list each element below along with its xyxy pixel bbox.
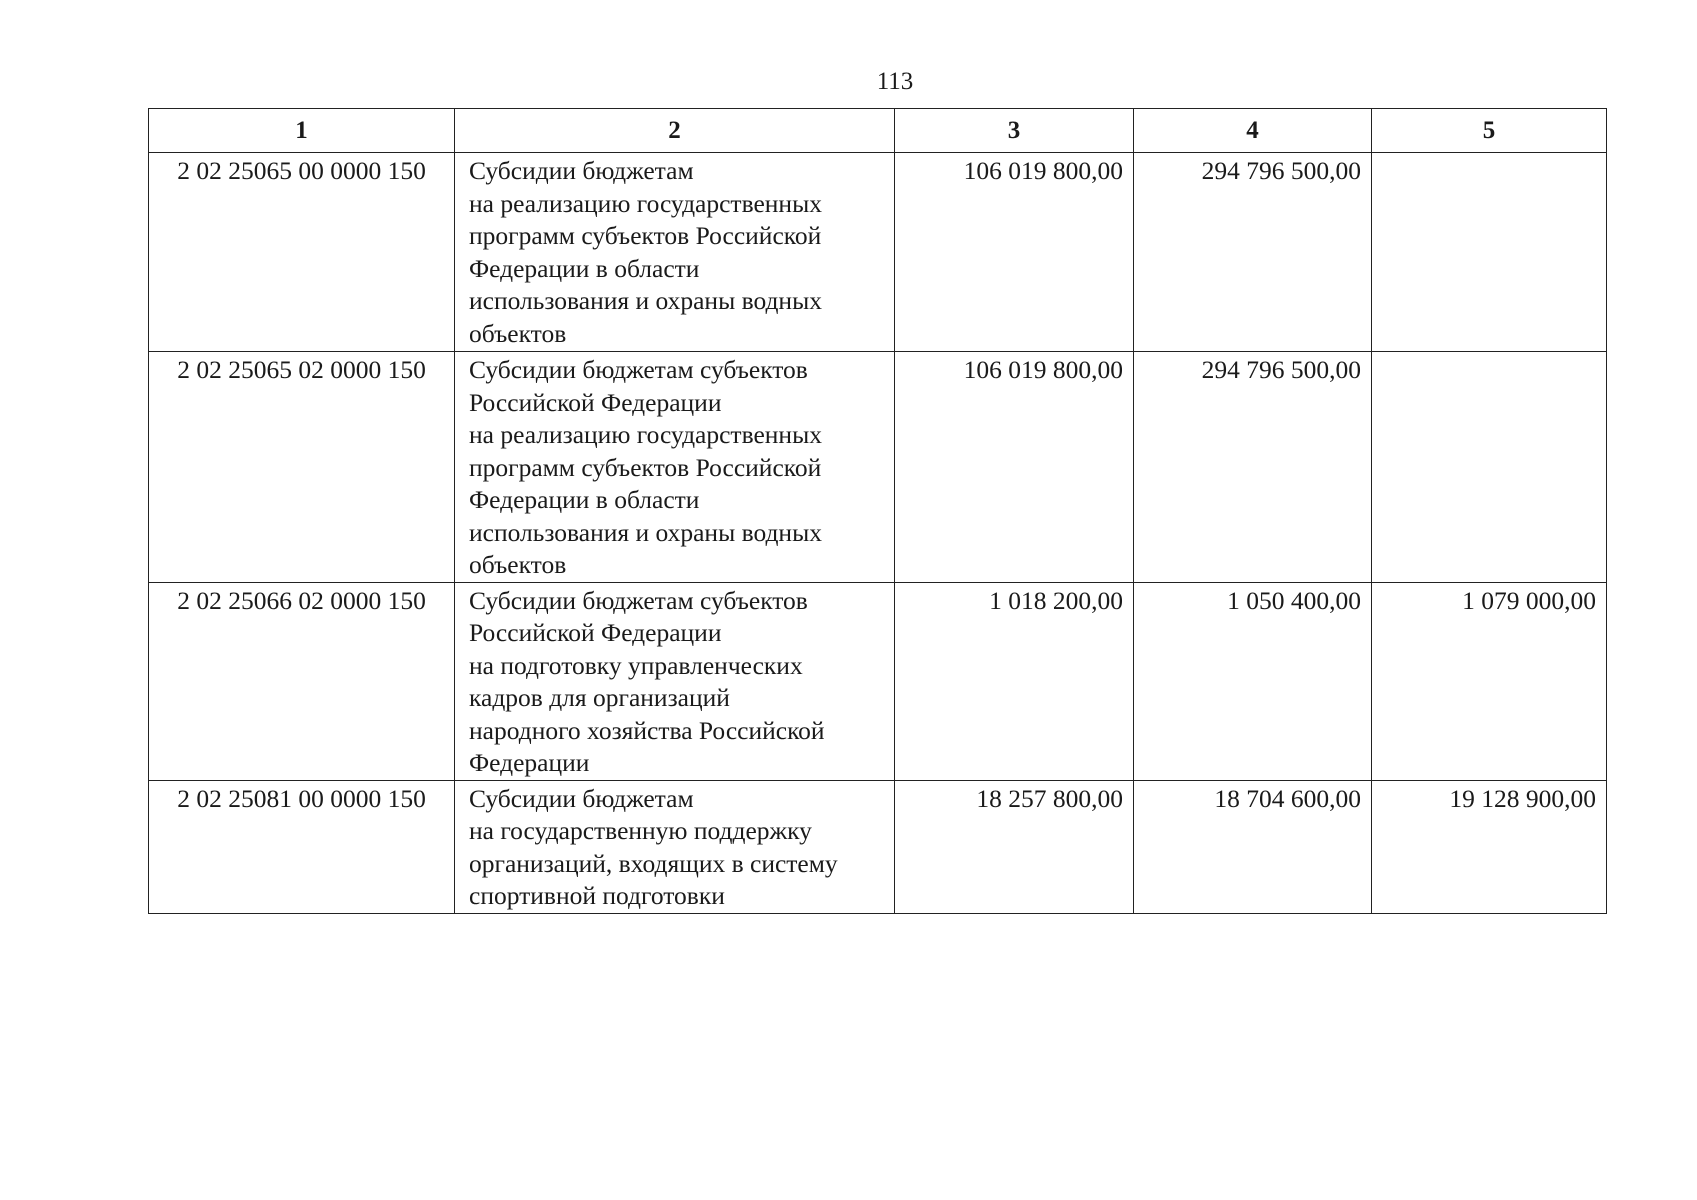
table-header bbox=[149, 109, 1607, 153]
row-value-col5 bbox=[1372, 153, 1607, 352]
table-row bbox=[149, 153, 1607, 352]
row-value-col4: 18 704 600,00 bbox=[1134, 780, 1372, 913]
row-code: 2 02 25066 02 0000 150 bbox=[149, 582, 455, 780]
row-value-col5: 19 128 900,00 bbox=[1372, 780, 1607, 913]
row-name: Субсидии бюджетам на государственную поддержку организаций, входящих в систему спортивной подготовки bbox=[455, 780, 895, 913]
row-value-col4: 294 796 500,00 bbox=[1134, 153, 1372, 352]
header-col-2: 2 bbox=[455, 109, 895, 153]
budget-table bbox=[148, 108, 1607, 914]
header-col-5: 5 bbox=[1372, 109, 1607, 153]
header-col-4: 4 bbox=[1134, 109, 1372, 153]
row-name: Субсидии бюджетам на реализацию государственных программ субъектов Российской Федерации в области использования и охраны водных объектов bbox=[455, 153, 895, 352]
row-value-col3: 106 019 800,00 bbox=[895, 352, 1134, 583]
row-value-col4: 1 050 400,00 bbox=[1134, 582, 1372, 780]
table-row bbox=[149, 780, 1607, 913]
row-value-col3: 1 018 200,00 bbox=[895, 582, 1134, 780]
row-value-col5: 1 079 000,00 bbox=[1372, 582, 1607, 780]
header-row bbox=[149, 109, 1607, 153]
table-row bbox=[149, 582, 1607, 780]
header-col-1: 1 bbox=[149, 109, 455, 153]
row-name: Субсидии бюджетам субъектов Российской Федерации на подготовку управленческих кадров для организаций народного хозяйства Российской Федерации bbox=[455, 582, 895, 780]
row-value-col5 bbox=[1372, 352, 1607, 583]
row-value-col3: 106 019 800,00 bbox=[895, 153, 1134, 352]
row-name: Субсидии бюджетам субъектов Российской Федерации на реализацию государственных программ субъектов Российской Федерации в области использования и охраны водных объектов bbox=[455, 352, 895, 583]
row-code: 2 02 25081 00 0000 150 bbox=[149, 780, 455, 913]
row-value-col4: 294 796 500,00 bbox=[1134, 352, 1372, 583]
header-col-3: 3 bbox=[895, 109, 1134, 153]
row-code: 2 02 25065 02 0000 150 bbox=[149, 352, 455, 583]
row-code: 2 02 25065 00 0000 150 bbox=[149, 153, 455, 352]
row-value-col3: 18 257 800,00 bbox=[895, 780, 1134, 913]
table-row bbox=[149, 352, 1607, 583]
page-number: 113 bbox=[876, 68, 914, 95]
table-body bbox=[149, 153, 1607, 914]
